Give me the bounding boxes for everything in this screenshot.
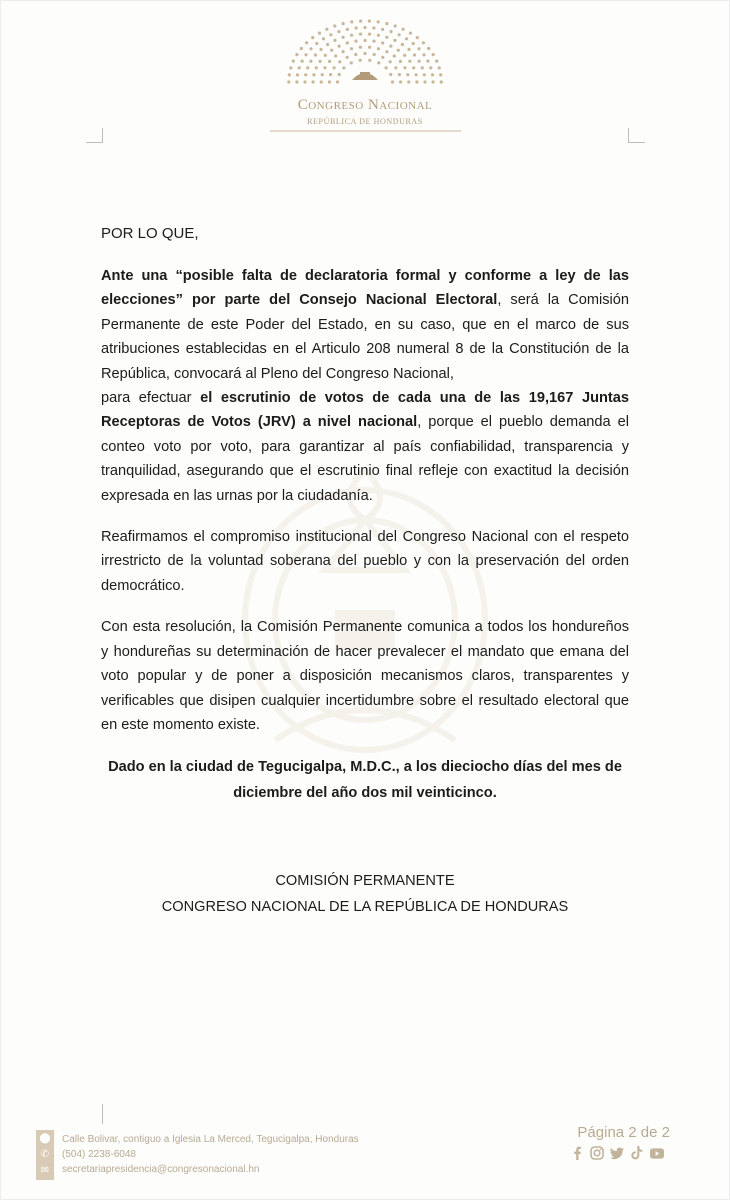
seat-dot [412, 42, 415, 45]
seat-dot [359, 46, 362, 49]
seat-dot [309, 60, 312, 63]
signature-block [101, 868, 629, 920]
emphasis-text: el escrutinio de votos de cada una de las 19,167 Juntas [200, 390, 629, 407]
seat-dot [314, 53, 317, 56]
seat-dot [417, 47, 420, 50]
seat-dot [295, 80, 298, 83]
seat-dot [381, 28, 384, 31]
seat-dot [391, 80, 394, 83]
seat-dot [381, 41, 384, 44]
seat-dot [363, 52, 366, 55]
seat-dot [328, 60, 331, 63]
seat-dot [397, 49, 400, 52]
seat-dot [359, 59, 362, 62]
seat-dot [439, 73, 442, 76]
seat-dot [438, 66, 441, 69]
seat-dot [399, 80, 402, 83]
body-text: respeto irrestricto de la voluntad soberana del pueblo y con la preservación [101, 529, 629, 570]
seat-dot [368, 33, 371, 36]
section-heading: POR LO QUE, [101, 225, 199, 242]
seat-dot [359, 33, 362, 36]
seat-dot [407, 80, 410, 83]
seat-dot [329, 73, 332, 76]
body-text: atribuciones establecidas en el Articulo 208 numeral 8 de la Constitución de la [101, 341, 629, 358]
seat-dot [431, 73, 434, 76]
seat-dot [435, 60, 438, 63]
seat-dot [372, 40, 375, 43]
seat-dot [401, 43, 404, 46]
seat-dot [427, 47, 430, 50]
seat-dot [333, 24, 336, 27]
seat-dot [329, 33, 332, 36]
seat-dot [304, 73, 307, 76]
org-name: Congreso Nacional [297, 97, 433, 113]
body-text: conteo voto por voto, para garantizar al país confiabilidad, transparencia y [101, 438, 629, 455]
seat-dot [355, 26, 358, 29]
seat-dot [413, 53, 416, 56]
seat-dot [421, 66, 424, 69]
seat-dot [394, 24, 397, 27]
seat-dot [322, 37, 325, 40]
body-text: hondureños y hondureñas su determinación de hacer prevalecer el mandato [101, 619, 629, 660]
body-text: decisión expresada en las urnas por la ciudadanía. [101, 463, 630, 504]
seat-dot [354, 53, 357, 56]
seat-dot [377, 20, 380, 23]
header-logo [0, 0, 730, 140]
seat-dot [406, 73, 409, 76]
seat-dot [423, 80, 426, 83]
youtube-icon[interactable] [650, 1146, 664, 1160]
seat-dot [398, 33, 401, 36]
seat-dot [422, 53, 425, 56]
seat-dot [311, 36, 314, 39]
emphasis-text: Ante una “posible falta de declaratoria formal y conforme a ley de las [101, 268, 629, 284]
seat-dot [315, 66, 318, 69]
location-pin-icon: ⬤ [39, 1133, 51, 1144]
seat-dot [377, 34, 380, 37]
seat-dot [377, 47, 380, 50]
seat-dot [315, 42, 318, 45]
seat-dot [407, 48, 410, 51]
seat-dot [338, 45, 341, 48]
seat-dot [342, 36, 345, 39]
seat-dot [409, 31, 412, 34]
body-text: , será la Comisión [497, 292, 629, 309]
seat-dot [363, 39, 366, 42]
seat-dot [418, 60, 421, 63]
footer-email[interactable]: secretariapresidencia@congresonacional.hn [62, 1164, 260, 1175]
seat-dot [405, 37, 408, 40]
seat-dot [346, 56, 349, 59]
seat-dot [372, 26, 375, 29]
seat-dot [385, 22, 388, 25]
seat-dot [338, 73, 341, 76]
seat-dot [334, 54, 337, 57]
seat-dot [333, 66, 336, 69]
seat-dot [295, 53, 298, 56]
seat-dot [326, 43, 329, 46]
seat-dot [393, 39, 396, 42]
seat-dot [389, 60, 392, 63]
body-text: Con esta resolución, la Comisión Permanente comunica a todos los [101, 619, 552, 636]
seat-dot [415, 80, 418, 83]
seat-dot [342, 22, 345, 25]
body-text: para efectuar [101, 390, 201, 407]
footer-address: Calle Bolivar, contiguo a Iglesia La Merced, Tegucigalpa, Honduras [62, 1134, 359, 1145]
seat-dot [368, 46, 371, 49]
facebook-icon[interactable] [570, 1146, 584, 1160]
crop-mark [86, 1104, 103, 1124]
seat-dot [320, 80, 323, 83]
seat-dot [304, 53, 307, 56]
seat-dot [408, 60, 411, 63]
body-text: , porque el pueblo demanda el [417, 414, 629, 431]
seat-dot [385, 66, 388, 69]
seat-dot [368, 59, 371, 62]
seat-dot [440, 80, 443, 83]
seat-dot [330, 49, 333, 52]
seat-dot [363, 26, 366, 29]
seat-dot [289, 66, 292, 69]
seat-dot [359, 20, 362, 23]
body-text: República, convocará al Pleno del Congreso Nacional, [101, 365, 454, 382]
body-text: Reafirmamos el compromiso institucional del Congreso Nacional con el [101, 529, 581, 546]
seat-dot [426, 60, 429, 63]
seat-dot [368, 20, 371, 23]
seat-dot [298, 66, 301, 69]
seat-dot [328, 80, 331, 83]
body-text: Permanente de este Poder del Estado, en su caso, que en el marco de sus [101, 316, 629, 333]
signature-line: COMISIÓN PERMANENTE [275, 873, 455, 890]
seat-dot [398, 73, 401, 76]
seat-dot [381, 56, 384, 59]
crop-mark [86, 128, 103, 143]
body-text: que emana del voto popular y de poner a disposición mecanismos claros, [101, 643, 629, 685]
emphasis-text: Receptoras de Votos (JRV) a nivel nacional [101, 414, 418, 431]
seat-dot [342, 50, 345, 53]
paragraph-reaffirmation [101, 525, 629, 598]
seat-dot [385, 50, 388, 53]
twitter-icon[interactable] [610, 1146, 624, 1160]
seat-dot [423, 73, 426, 76]
seat-dot [416, 36, 419, 39]
seat-dot [403, 54, 406, 57]
seat-dot [373, 53, 376, 56]
seat-dot [319, 48, 322, 51]
signature-line: CONGRESO NACIONAL DE LA REPÚBLICA DE HONDURAS [161, 899, 569, 916]
seat-dot [432, 80, 435, 83]
seat-dot [309, 47, 312, 50]
seat-dot [393, 54, 396, 57]
body-text: tranquilidad, asegurando que el escrutinio final refleje con exactitud la [101, 463, 570, 480]
seat-dot [412, 66, 415, 69]
seat-dot [350, 34, 353, 37]
org-subtitle: REPÚBLICA DE HONDURAS [307, 117, 423, 126]
seat-dot [399, 60, 402, 63]
body-text: transparentes y verificables que disipen cualquier incertidumbre sobre el [101, 668, 629, 709]
seat-dot [319, 60, 322, 63]
seat-dot [337, 30, 340, 33]
closing-line: diciembre del año dos mil veinticinco. [233, 785, 497, 802]
seat-dot [389, 73, 392, 76]
seat-dot [318, 31, 321, 34]
seat-dot [422, 41, 425, 44]
seat-dot [350, 61, 353, 64]
seat-dot [300, 47, 303, 50]
seat-dot [312, 73, 315, 76]
seat-dot [354, 40, 357, 43]
seat-dot [312, 80, 315, 83]
seat-dot [389, 45, 392, 48]
seat-dot [301, 60, 304, 63]
crop-mark [628, 128, 645, 143]
body-text: del orden democrático. [101, 553, 630, 594]
seat-dot [333, 39, 336, 42]
seat-dot [415, 73, 418, 76]
seat-dot [288, 73, 291, 76]
closing-statement [101, 754, 629, 806]
paragraph-communication [101, 615, 629, 737]
seat-dot [321, 73, 324, 76]
seat-dot [342, 66, 345, 69]
seat-dot [303, 80, 306, 83]
closing-line: Dado en la ciudad de Tegucigalpa, M.D.C., a los dieciocho días del mes de [108, 759, 622, 776]
seat-dot [346, 28, 349, 31]
footer-phone: (504) 2238-6048 [62, 1149, 136, 1160]
seat-dot [429, 66, 432, 69]
seat-dot [336, 80, 339, 83]
mail-icon: ✉ [40, 1165, 50, 1176]
seat-dot [296, 73, 299, 76]
tiktok-icon[interactable] [630, 1146, 644, 1160]
instagram-icon[interactable] [590, 1146, 604, 1160]
seat-dot [350, 20, 353, 23]
seat-dot [325, 28, 328, 31]
seat-dot [305, 41, 308, 44]
seat-dot [385, 36, 388, 39]
seat-dot [402, 28, 405, 31]
seat-dot [324, 54, 327, 57]
page-number: Página 2 de 2 [577, 1124, 670, 1141]
social-links [570, 1146, 664, 1160]
emphasis-text: elecciones” por parte del Consejo Nacional Electoral [101, 292, 498, 309]
seat-dot [394, 66, 397, 69]
seat-dot [432, 53, 435, 56]
seat-dot [390, 30, 393, 33]
seat-dot [350, 47, 353, 50]
phone-icon: ✆ [40, 1149, 50, 1160]
seat-dot [287, 80, 290, 83]
body-text: resultado electoral que en este momento existe. [101, 692, 629, 733]
seat-dot [323, 66, 326, 69]
seat-dot [306, 66, 309, 69]
paragraph-resolution [101, 264, 629, 508]
document-body [101, 222, 629, 920]
seat-dot [292, 60, 295, 63]
seat-dot [338, 60, 341, 63]
seat-dot [346, 41, 349, 44]
seat-dot [403, 66, 406, 69]
seat-dot [377, 61, 380, 64]
footer [36, 1124, 696, 1180]
